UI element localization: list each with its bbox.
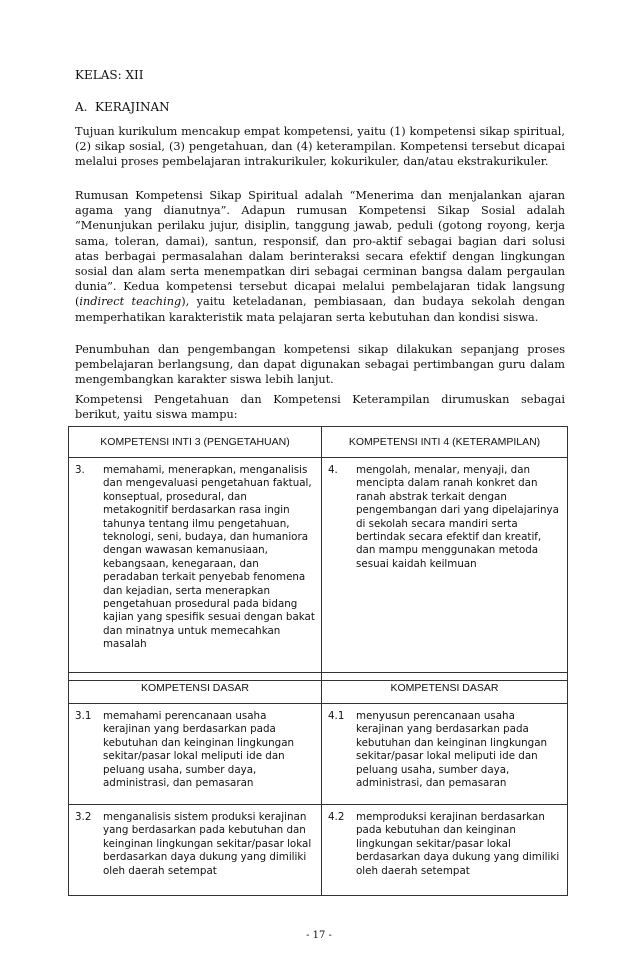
item-number: 3. bbox=[75, 464, 85, 476]
ki3-cell bbox=[69, 458, 322, 681]
paragraph-attitude-development: Penumbuhan dan pengembangan kompetensi sikap dilakukan sepanjang proses pembelajaran berlangsung, dan dapat digunakan sebagai pertimbangan guru dalam mengembangkan karakter siswa lebih lanjut. bbox=[75, 343, 565, 387]
paragraph-knowledge-skill-intro: Kompetensi Pengetahuan dan Kompetensi Keterampilan dirumuskan sebagai berikut, yaitu siswa mampu: bbox=[75, 393, 565, 422]
paragraph-text: Rumusan Kompetensi Sikap Spiritual adalah “Menerima dan menjalankan ajaran agama yang dianutnya”. Adapun rumusan Kompetensi Sikap Sosial adalah “Menunjukan perilaku jujur, disiplin, tanggung jawab, peduli (gotong royong, kerja sama, toleran, damai), santun, responsif, dan pro-aktif sebagai bagian dari solusi atas berbagai permasalahan dalam berinteraksi secara efektif dengan lingkungan sosial dan alam serta menempatkan diri sebagai cerminan bangsa dalam pergaulan dunia”. Kedua kompetensi tersebut dicapai melalui pembelajaran tidak langsung ( bbox=[75, 189, 565, 309]
header-kd-left: KOMPETENSI DASAR bbox=[69, 673, 322, 704]
item-number: 4.1 bbox=[328, 710, 345, 722]
item-text: memahami, menerapkan, menganalisis dan mengevaluasi pengetahuan faktual, konseptual, prosedural, dan metakognitif berdasarkan rasa ingin tahunya tentang ilmu pengetahuan, teknologi, seni, budaya, dan humaniora dengan wawasan kemanusiaan, kebangsaan, kenegaraan, dan peradaban terkait penyebab fenomena dan kejadian, serta menerapkan pengetahuan prosedural pada bidang kajian yang spesifik sesuai dengan bakat dan minatnya untuk memecahkan masalah bbox=[103, 464, 315, 651]
kd-4-2-cell bbox=[322, 805, 568, 896]
paragraph-attitude-competency bbox=[75, 188, 565, 325]
paragraph-text: ), yaitu keteladanan, pembiasaan, dan budaya sekolah dengan memperhatikan karakteristik mata pelajaran serta kebutuhan dan kondisi siswa. bbox=[75, 295, 565, 324]
kd-3-2-cell bbox=[69, 805, 322, 896]
item-text: mengolah, menalar, menyaji, dan mencipta dalam ranah konkret dan ranah abstrak terkait dengan pengembangan dari yang dipelajarinya di sekolah secara mandiri serta bertindak secara efektif dan kreatif, dan mampu menggunakan metoda sesuai kaidah keilmuan bbox=[356, 464, 559, 570]
basic-competency-table bbox=[68, 672, 568, 896]
item-text: menganalisis sistem produksi kerajinan yang berdasarkan pada kebutuhan dan keinginan lingkungan sekitar/pasar lokal berdasarkan daya dukung yang dimiliki oleh daerah setempat bbox=[103, 811, 312, 877]
item-number: 4. bbox=[328, 464, 338, 476]
header-ki3: KOMPETENSI INTI 3 (PENGETAHUAN) bbox=[69, 427, 322, 458]
paragraph-curriculum-goal: Tujuan kurikulum mencakup empat kompetensi, yaitu (1) kompetensi sikap spiritual, (2) sikap sosial, (3) pengetahuan, dan (4) keterampilan. Kompetensi tersebut dicapai melalui proses pembelajaran intrakurikuler, kokurikuler, dan/atau ekstrakurikuler. bbox=[75, 125, 565, 169]
page-number: - 17 - bbox=[306, 930, 332, 941]
ki4-cell bbox=[322, 458, 568, 681]
section-title: KERAJINAN bbox=[95, 100, 170, 114]
item-number: 3.2 bbox=[75, 811, 92, 823]
header-kd-right: KOMPETENSI DASAR bbox=[322, 673, 568, 704]
section-heading bbox=[75, 100, 170, 114]
item-text: memahami perencanaan usaha kerajinan yang berdasarkan pada kebutuhan dan keinginan lingkungan sekitar/pasar lokal meliputi ide dan peluang usaha, sumber daya, administrasi, dan pemasaran bbox=[103, 710, 295, 790]
item-number: 4.2 bbox=[328, 811, 345, 823]
item-text: memproduksi kerajinan berdasarkan pada kebutuhan dan keinginan lingkungan sekitar/pasar lokal berdasarkan daya dukung yang dimiliki oleh daerah setempat bbox=[356, 811, 560, 877]
item-number: 3.1 bbox=[75, 710, 92, 722]
item-text: menyusun perencanaan usaha kerajinan yang berdasarkan pada kebutuhan dan keinginan lingkungan sekitar/pasar lokal meliputi ide dan peluang usaha, sumber daya, administrasi, dan pemasaran bbox=[356, 710, 548, 790]
italic-term: indirect teaching bbox=[79, 295, 182, 309]
section-number: A. bbox=[75, 100, 88, 114]
kd-3-1-cell bbox=[69, 704, 322, 805]
class-label: KELAS: XII bbox=[75, 68, 144, 82]
kd-4-1-cell bbox=[322, 704, 568, 805]
header-ki4: KOMPETENSI INTI 4 (KETERAMPILAN) bbox=[322, 427, 568, 458]
core-competency-table bbox=[68, 426, 568, 681]
